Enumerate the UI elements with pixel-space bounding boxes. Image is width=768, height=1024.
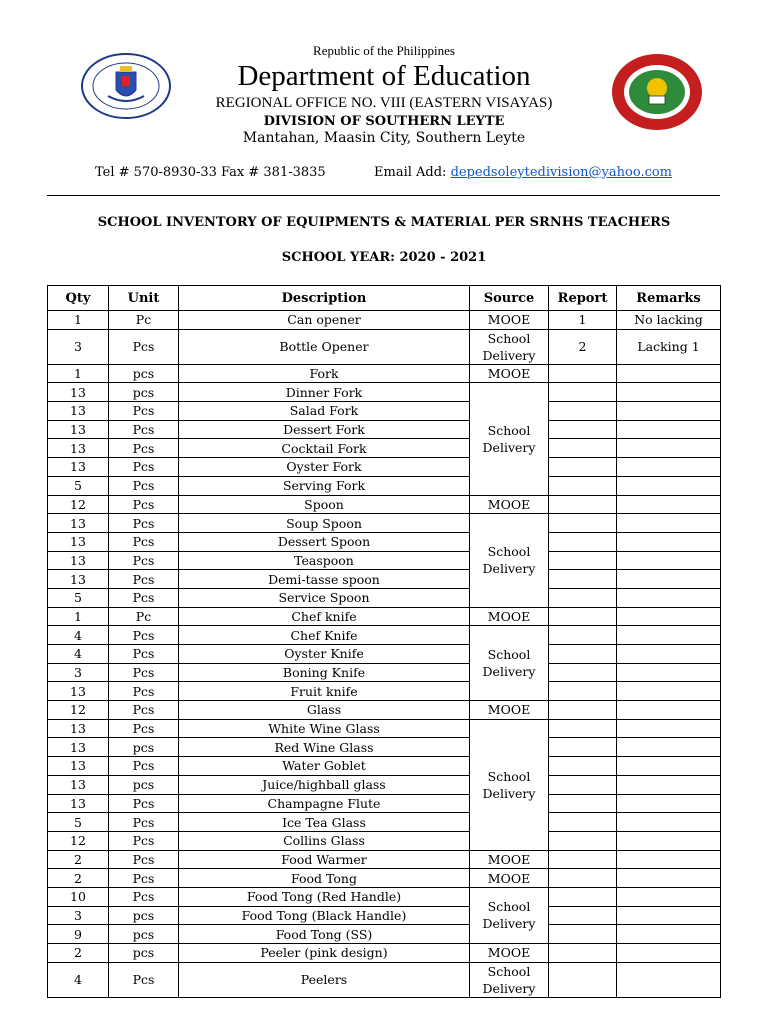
remarks-cell [617,383,721,402]
qty-cell: 13 [48,757,109,776]
remarks-cell [617,607,721,626]
unit-cell: Pcs [109,514,179,533]
remarks-cell [617,420,721,439]
column-header: Source [470,286,549,311]
email-label: Email Add: [374,165,447,180]
qty-cell: 4 [48,645,109,664]
source-cell: MOOE [470,607,549,626]
description-cell: Service Spoon [179,588,470,607]
source-cell: School Delivery [470,887,549,943]
table-row [48,402,721,421]
remarks-cell [617,364,721,383]
description-cell: Food Tong [179,869,470,888]
unit-cell: Pcs [109,831,179,850]
report-cell [549,701,617,720]
description-cell: Champagne Flute [179,794,470,813]
description-cell: Can opener [179,311,470,330]
remarks-cell: No lacking [617,311,721,330]
report-cell [549,626,617,645]
unit-cell: Pcs [109,887,179,906]
qty-cell: 5 [48,588,109,607]
report-cell [549,944,617,963]
table-row [48,551,721,570]
report-cell [549,645,617,664]
source-cell: MOOE [470,364,549,383]
unit-cell: Pcs [109,476,179,495]
column-header: Qty [48,286,109,311]
qty-cell: 2 [48,869,109,888]
column-header: Description [179,286,470,311]
remarks-cell [617,458,721,477]
remarks-cell [617,887,721,906]
table-row [48,738,721,757]
table-row [48,570,721,589]
qty-cell: 1 [48,311,109,330]
column-header: Unit [109,286,179,311]
remarks-cell [617,775,721,794]
remarks-cell [617,645,721,664]
unit-cell: Pcs [109,813,179,832]
description-cell: Fruit knife [179,682,470,701]
unit-cell: pcs [109,906,179,925]
qty-cell: 5 [48,813,109,832]
description-cell: Juice/highball glass [179,775,470,794]
remarks-cell [617,794,721,813]
report-cell: 1 [549,311,617,330]
table-row [48,311,721,330]
qty-cell: 10 [48,887,109,906]
source-cell: School Delivery [470,719,549,850]
qty-cell: 13 [48,420,109,439]
description-cell: Chef Knife [179,626,470,645]
report-cell [549,719,617,738]
description-cell: Demi-tasse spoon [179,570,470,589]
qty-cell: 2 [48,944,109,963]
qty-cell: 1 [48,364,109,383]
table-row [48,607,721,626]
unit-cell: pcs [109,738,179,757]
unit-cell: Pcs [109,757,179,776]
report-cell [549,476,617,495]
table-row [48,962,721,997]
department-heading: Department of Education [237,60,531,92]
report-cell [549,364,617,383]
table-row [48,495,721,514]
unit-cell: Pcs [109,962,179,997]
remarks-cell [617,962,721,997]
unit-cell: pcs [109,364,179,383]
table-row [48,850,721,869]
remarks-cell [617,813,721,832]
column-header: Report [549,286,617,311]
unit-cell: pcs [109,944,179,963]
report-cell: 2 [549,329,617,364]
description-cell: Serving Fork [179,476,470,495]
qty-cell: 12 [48,495,109,514]
report-cell [549,794,617,813]
description-cell: Oyster Knife [179,645,470,664]
qty-cell: 13 [48,439,109,458]
qty-cell: 13 [48,514,109,533]
report-cell [549,532,617,551]
remarks-cell [617,682,721,701]
description-cell: Dessert Spoon [179,532,470,551]
report-cell [549,383,617,402]
qty-cell: 3 [48,906,109,925]
table-row [48,663,721,682]
republic-heading: Republic of the Philippines [313,43,455,58]
table-row [48,514,721,533]
source-cell: MOOE [470,850,549,869]
qty-cell: 5 [48,476,109,495]
table-row [48,813,721,832]
source-cell: School Delivery [470,383,549,495]
report-cell [549,458,617,477]
table-row [48,532,721,551]
description-cell: Food Tong (Black Handle) [179,906,470,925]
qty-cell: 3 [48,663,109,682]
unit-cell: pcs [109,925,179,944]
table-row [48,869,721,888]
qty-cell: 13 [48,682,109,701]
report-cell [549,439,617,458]
description-cell: Chef knife [179,607,470,626]
description-cell: Teaspoon [179,551,470,570]
table-row [48,701,721,720]
unit-cell: pcs [109,775,179,794]
description-cell: Bottle Opener [179,329,470,364]
remarks-cell [617,850,721,869]
report-cell [549,738,617,757]
report-cell [549,607,617,626]
description-cell: Fork [179,364,470,383]
description-cell: Spoon [179,495,470,514]
description-cell: Cocktail Fork [179,439,470,458]
report-cell [549,925,617,944]
table-row [48,383,721,402]
remarks-cell [617,944,721,963]
unit-cell: Pcs [109,570,179,589]
report-cell [549,906,617,925]
source-cell: School Delivery [470,962,549,997]
table-row [48,476,721,495]
qty-cell: 3 [48,329,109,364]
report-cell [549,551,617,570]
table-row [48,831,721,850]
report-cell [549,775,617,794]
table-row [48,775,721,794]
report-cell [549,682,617,701]
table-row [48,329,721,364]
description-cell: Salad Fork [179,402,470,421]
report-cell [549,663,617,682]
table-row [48,925,721,944]
unit-cell: Pcs [109,869,179,888]
remarks-cell [617,495,721,514]
unit-cell: Pcs [109,458,179,477]
source-cell: MOOE [470,701,549,720]
report-cell [549,813,617,832]
remarks-cell: Lacking 1 [617,329,721,364]
unit-cell: Pcs [109,495,179,514]
source-cell: MOOE [470,495,549,514]
remarks-cell [617,831,721,850]
report-cell [549,869,617,888]
description-cell: White Wine Glass [179,719,470,738]
remarks-cell [617,719,721,738]
unit-cell: Pcs [109,626,179,645]
description-cell: Water Goblet [179,757,470,776]
remarks-cell [617,626,721,645]
qty-cell: 1 [48,607,109,626]
qty-cell: 12 [48,831,109,850]
source-cell: MOOE [470,944,549,963]
email-block [374,165,672,180]
division-heading: DIVISION OF SOUTHERN LEYTE [263,114,505,129]
remarks-cell [617,906,721,925]
remarks-cell [617,588,721,607]
unit-cell: Pcs [109,719,179,738]
description-cell: Red Wine Glass [179,738,470,757]
description-cell: Soup Spoon [179,514,470,533]
qty-cell: 4 [48,626,109,645]
remarks-cell [617,514,721,533]
remarks-cell [617,476,721,495]
source-cell: School Delivery [470,514,549,607]
report-cell [549,495,617,514]
table-row [48,944,721,963]
unit-cell: Pc [109,607,179,626]
source-cell: School Delivery [470,329,549,364]
school-year: SCHOOL YEAR: 2020 - 2021 [281,250,487,265]
description-cell: Food Warmer [179,850,470,869]
report-cell [549,514,617,533]
qty-cell: 13 [48,402,109,421]
table-row [48,719,721,738]
description-cell: Peeler (pink design) [179,944,470,963]
unit-cell: Pcs [109,439,179,458]
table-row [48,420,721,439]
unit-cell: Pcs [109,645,179,664]
qty-cell: 9 [48,925,109,944]
address-line: Mantahan, Maasin City, Southern Leyte [242,130,526,146]
source-cell: MOOE [470,869,549,888]
source-cell: MOOE [470,311,549,330]
report-cell [549,420,617,439]
description-cell: Dinner Fork [179,383,470,402]
unit-cell: Pcs [109,402,179,421]
telephone-fax: Tel # 570-8930-33 Fax # 381-3835 [95,165,326,180]
remarks-cell [617,738,721,757]
unit-cell: Pcs [109,551,179,570]
source-cell: School Delivery [470,626,549,701]
description-cell: Food Tong (Red Handle) [179,887,470,906]
qty-cell: 13 [48,532,109,551]
email-link[interactable]: depedsoleytedivision@yahoo.com [450,165,673,180]
qty-cell: 13 [48,794,109,813]
qty-cell: 2 [48,850,109,869]
table-row [48,794,721,813]
unit-cell: Pcs [109,682,179,701]
inventory-table [47,285,721,998]
table-row [48,645,721,664]
remarks-cell [617,532,721,551]
description-cell: Boning Knife [179,663,470,682]
qty-cell: 13 [48,383,109,402]
report-cell [549,962,617,997]
remarks-cell [617,663,721,682]
unit-cell: Pcs [109,850,179,869]
remarks-cell [617,925,721,944]
qty-cell: 13 [48,570,109,589]
remarks-cell [617,551,721,570]
description-cell: Food Tong (SS) [179,925,470,944]
remarks-cell [617,570,721,589]
table-row [48,364,721,383]
unit-cell: Pc [109,311,179,330]
regional-office-heading: REGIONAL OFFICE NO. VIII (EASTERN VISAYAS) [215,95,553,111]
qty-cell: 13 [48,551,109,570]
report-cell [549,831,617,850]
remarks-cell [617,757,721,776]
description-cell: Ice Tea Glass [179,813,470,832]
qty-cell: 13 [48,775,109,794]
description-cell: Dessert Fork [179,420,470,439]
report-cell [549,850,617,869]
qty-cell: 13 [48,458,109,477]
table-row [48,588,721,607]
unit-cell: Pcs [109,588,179,607]
table-header-row [48,286,721,311]
description-cell: Glass [179,701,470,720]
table-row [48,887,721,906]
remarks-cell [617,402,721,421]
unit-cell: Pcs [109,329,179,364]
qty-cell: 13 [48,719,109,738]
report-cell [549,588,617,607]
unit-cell: Pcs [109,794,179,813]
qty-cell: 4 [48,962,109,997]
table-row [48,626,721,645]
column-header: Remarks [617,286,721,311]
table-row [48,682,721,701]
qty-cell: 13 [48,738,109,757]
qty-cell: 12 [48,701,109,720]
table-row [48,906,721,925]
table-row [48,757,721,776]
header-divider [47,195,720,196]
remarks-cell [617,869,721,888]
unit-cell: Pcs [109,701,179,720]
description-cell: Oyster Fork [179,458,470,477]
remarks-cell [617,439,721,458]
document-title: SCHOOL INVENTORY OF EQUIPMENTS & MATERIAL PER SRNHS TEACHERS [97,215,671,230]
description-cell: Peelers [179,962,470,997]
unit-cell: pcs [109,383,179,402]
report-cell [549,402,617,421]
unit-cell: Pcs [109,663,179,682]
description-cell: Collins Glass [179,831,470,850]
remarks-cell [617,701,721,720]
table-row [48,439,721,458]
report-cell [549,757,617,776]
report-cell [549,887,617,906]
unit-cell: Pcs [109,420,179,439]
report-cell [549,570,617,589]
table-row [48,458,721,477]
unit-cell: Pcs [109,532,179,551]
